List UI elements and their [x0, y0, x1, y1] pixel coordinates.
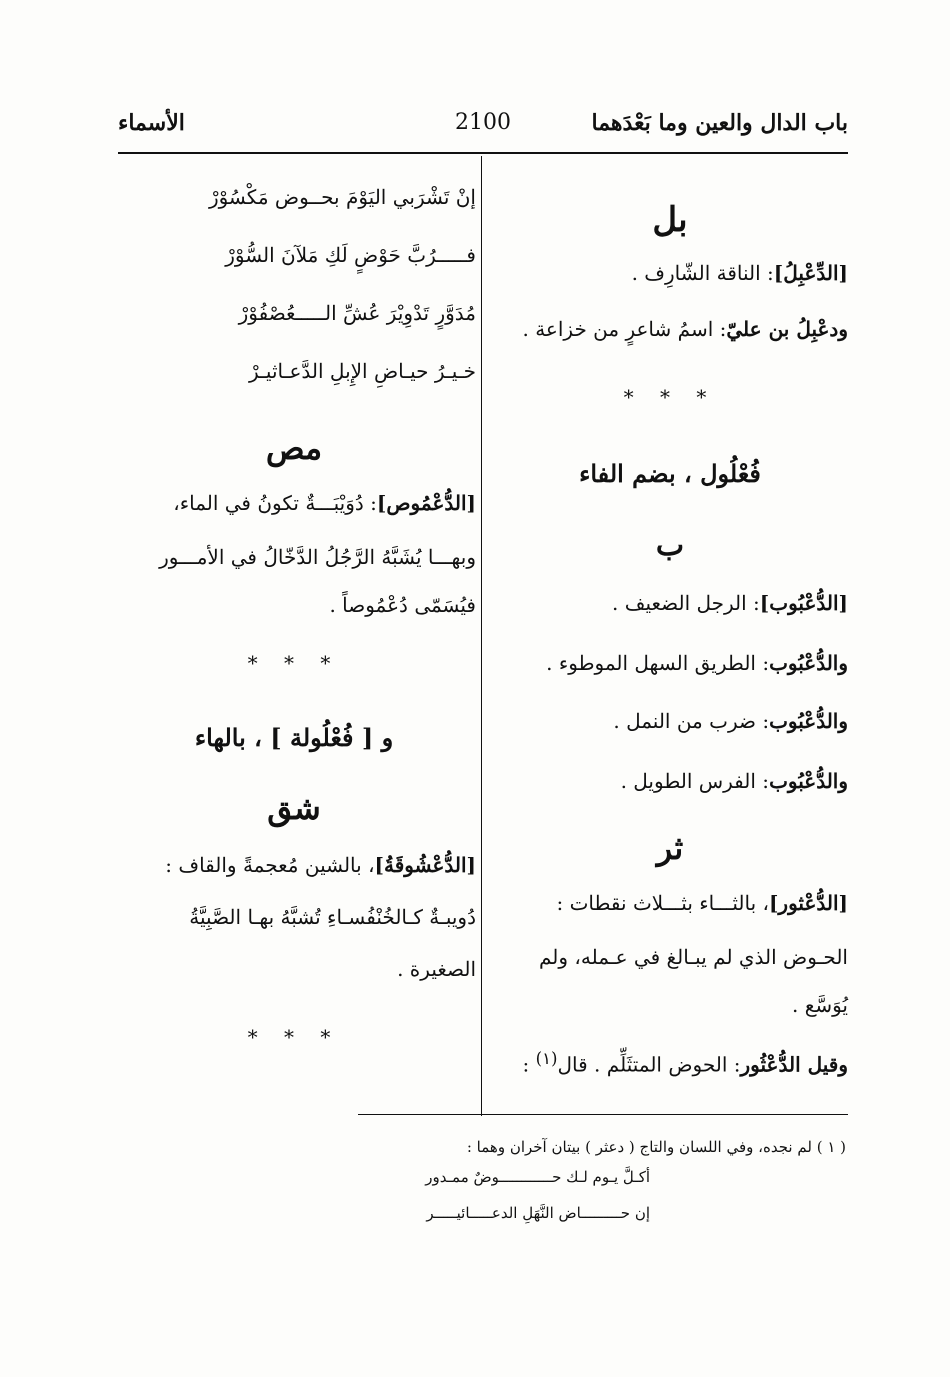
entry-line — [492, 890, 848, 916]
separator-stars: * * * — [247, 651, 341, 675]
footnote-text: ( ١ ) لم نجده، وفي اللسان والتاج ( دعثر ) بيتان آخران وهما : — [466, 1138, 846, 1156]
entry-definition: ، بالثـــاء بثـــلاث نقطات : — [556, 891, 769, 915]
verse-line: خـيـرُ حيـاضِ الإِبلِ الدَّعـاثيـرْ — [249, 359, 476, 383]
entry-line: وبهـــا يُشَبَّهُ الرَّجُلُ الدَّخّالُ في الأمـــور — [159, 545, 476, 569]
entry-line — [112, 852, 476, 878]
page-number: 2100 — [455, 110, 511, 135]
entry-term: ودعْبِلُ بن عليّ — [726, 317, 848, 341]
entry-line: فيُسَمّى دُعْمُوصاً . — [329, 593, 476, 617]
entry-term: وقيل الدُّعْثُور — [740, 1052, 848, 1077]
root-heading-b: ب — [655, 528, 685, 563]
pattern-heading: فُعْلُول ، بضم الفاء — [579, 459, 761, 488]
entry-term: [الدِّعْبِلُ] — [773, 261, 848, 285]
page-header — [118, 110, 848, 154]
entry-line: يُوَسَّع . — [791, 993, 848, 1017]
entry-term: [الدُّعْثور] — [768, 891, 848, 915]
verse-line: فـــــرُبَّ حَوْضٍ لَكِ مَلآنَ السُّوْرْ — [225, 243, 476, 267]
entry-line: الصغيرة . — [397, 957, 476, 981]
entry-definition: : الحوض المتثَلِّم . قال — [557, 1052, 741, 1077]
verse-line: مُدَوَّرٍ تَدْوِيْرَ عُشِّ الـــــعُصْفُوْرْ — [238, 301, 476, 325]
root-heading-bl: بل — [652, 200, 688, 240]
entry-definition: : ضرب من النمل . — [613, 709, 770, 733]
entry-line — [492, 650, 848, 676]
entry-term: والدُّعْبُوب — [769, 709, 848, 733]
section-title: الأسماء — [118, 110, 185, 136]
entry-definition: : الفرس الطويل . — [620, 769, 770, 793]
chapter-title: باب الدال والعين وما بَعْدَهما — [591, 110, 848, 136]
entry-definition: : دُوَيْبَـــةٌ تكونُ في الماء، — [173, 491, 377, 515]
pattern-heading: و [ فُعْلُولة ] ، بالهاء — [194, 723, 394, 752]
entry-term: والدُّعْبُوب — [769, 769, 848, 793]
entry-definition: : اسمُ شاعرٍ من خزاعة . — [522, 317, 727, 341]
entry-definition: : الرجل الضعيف . — [612, 591, 760, 615]
entry-term: والدُّعْبُوب — [769, 651, 848, 675]
footnote-verse: إن حـــــــــاض النَّهَلِ الدعـــــائيـــــر — [426, 1204, 650, 1222]
entry-line: الحـوض الذي لم يبـالغ في عـمله، ولم — [538, 945, 848, 969]
entry-line — [492, 590, 848, 616]
entry-line — [492, 708, 848, 734]
header-rule — [118, 152, 848, 154]
footnote-rule — [358, 1114, 848, 1115]
footnote-marker: (١) — [535, 1049, 558, 1068]
separator-stars: * * * — [247, 1025, 341, 1049]
verse-line: إنْ تَشْرَبي اليَوْمَ بحــوض مَكْسُوْرْ — [208, 185, 476, 209]
footnote-verse: أكـلَّ يـوم لـك حــــــــــــوضٌ ممـدور — [425, 1168, 650, 1186]
entry-line — [492, 1048, 848, 1078]
entry-line — [112, 490, 476, 516]
entry-line: دُويبـةٌ كـالخُنْفُسـاءِ تُشبَّهُ بهـا الصَّبِيَّةُ — [189, 905, 476, 929]
entry-term: [الدُّعْشُوقَةُ] — [374, 853, 476, 877]
entry-definition: : الطريق السهل الموطوء . — [546, 651, 770, 675]
separator-stars: * * * — [623, 385, 717, 409]
root-heading-th: ثر — [656, 829, 684, 867]
entry-term: [الدُّعْبُوب] — [759, 591, 848, 615]
entry-line — [492, 316, 848, 342]
root-heading-ms: مص — [265, 429, 323, 467]
column-divider — [481, 156, 482, 1116]
root-heading-shq: شق — [267, 789, 321, 827]
entry-term: [الدُّعْمُوص] — [376, 491, 476, 515]
entry-definition: ، بالشين مُعجمةً والقاف : — [165, 853, 375, 877]
entry-line — [492, 260, 848, 286]
entry-line — [492, 768, 848, 794]
entry-definition: : — [522, 1052, 530, 1077]
entry-definition: : الناقة الشّارِف . — [631, 261, 774, 285]
